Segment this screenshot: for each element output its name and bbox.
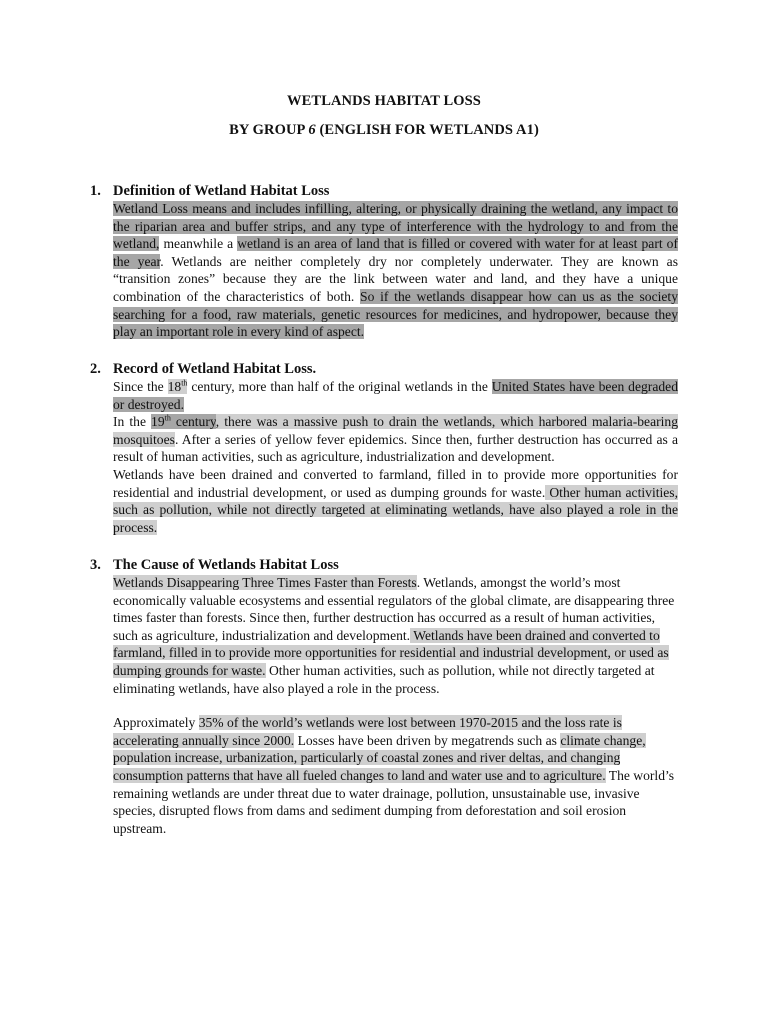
paragraph — [113, 466, 678, 536]
section-body — [113, 200, 678, 341]
highlight: Other human activities, such as pollution, while not directly targeted at eliminating wetlands, have also played a role in the process. — [113, 484, 678, 535]
century-number: 18 — [167, 379, 182, 394]
paragraph — [113, 413, 678, 466]
century-number: 19 — [151, 414, 165, 430]
section-record — [0, 360, 768, 536]
text-run: Losses have been driven by megatrends such as — [294, 732, 561, 748]
highlight — [151, 414, 216, 429]
text-run: . After a series of yellow fever epidemics. Since then, further destruction has occurred as a result of human activities, such as agriculture, industrialization and development. — [113, 431, 678, 465]
highlight: wetland is an area of land that is filled or covered with water for at least part of the year — [113, 236, 678, 269]
document-subtitle — [0, 122, 768, 139]
section-heading — [90, 182, 768, 200]
text-run: Since the — [113, 379, 168, 394]
section-number: 3. — [90, 557, 101, 573]
ordinal-suffix: th — [181, 378, 188, 388]
highlight: Wetlands have been drained and converted to farmland, filled in to provide more opportunities for residential and industrial development, or used as dumping grounds for waste. — [113, 627, 669, 678]
section-heading-text: The Cause of Wetlands Habitat Loss — [113, 557, 339, 573]
paragraph — [113, 200, 678, 341]
section-heading — [90, 556, 768, 574]
section-number: 2. — [90, 361, 101, 377]
highlight: , there was a massive push to drain the wetlands, which harbored malaria-bearing mosquitoes — [113, 414, 678, 447]
text-run: meanwhile a — [159, 236, 238, 252]
text-run: century, more than half of the original wetlands in the — [187, 379, 492, 394]
subtitle-suffix: (ENGLISH FOR WETLANDS A1) — [315, 122, 539, 138]
text-run: In the — [113, 414, 152, 430]
section-heading — [90, 360, 768, 378]
section-number: 1. — [90, 183, 101, 199]
century-word: century — [170, 414, 216, 430]
highlight — [168, 379, 188, 394]
section-heading-text: Record of Wetland Habitat Loss. — [113, 361, 317, 377]
paragraph — [113, 714, 678, 837]
section-cause — [0, 556, 768, 837]
text-run: The world’s remaining wetlands are under threat due to water drainage, pollution, unsustainable use, invasive species, disrupted flows from dams and sediment dumping from deforestation and soil erosion upstream. — [113, 767, 675, 836]
text-run: . Wetlands are neither completely dry nor completely underwater. They are known as “transition zones” because they are the link between water and land, and they have a unique combination of the characteristics of both. — [113, 253, 678, 304]
text-run: Other human activities, such as pollution, while not directly targeted at eliminating wetlands, have also played a role in the process. — [113, 662, 655, 696]
section-definition — [0, 182, 768, 341]
subtitle-prefix: BY GROUP — [229, 122, 309, 138]
section-body — [113, 378, 678, 536]
text-run: . Wetlands, amongst the world’s most economically valuable ecosystems and essential regulators of the global climate, are disappearing three times faster than forests. Since then, further destruction has occurred as a result of human activities, such as agriculture, industrialization and development. — [113, 575, 675, 643]
ordinal-suffix: th — [164, 413, 171, 423]
section-body — [113, 574, 678, 837]
highlight: Wetlands Disappearing Three Times Faster than Forests — [113, 575, 417, 590]
text-run: Approximately — [113, 715, 199, 731]
highlight: 35% of the world’s wetlands were lost between 1970-2015 and the loss rate is accelerating annually since 2000. — [113, 715, 622, 748]
highlight: So if the wetlands disappear how can us as the society searching for a food, raw materials, genetic resources for medicines, and hydropower, because they play an important role in every kind of aspect. — [113, 288, 678, 340]
paragraph — [113, 378, 678, 413]
highlight: climate change, population increase, urbanization, particularly of coastal zones and river deltas, and changing consumption patterns that have all fueled changes to land and water use and to agriculture. — [113, 732, 646, 783]
highlight: Wetland Loss means and includes infilling, altering, or physically draining the wetland, any impact to the riparian area and buffer strips, and any type of interference with the hydrology to and from the wetland, — [113, 201, 678, 252]
section-heading-text: Definition of Wetland Habitat Loss — [113, 183, 330, 199]
subtitle-group-number: 6 — [308, 122, 316, 138]
document-title: WETLANDS HABITAT LOSS — [287, 93, 481, 109]
highlight: United States have been degraded or destroyed. — [113, 379, 678, 412]
paragraph — [113, 574, 678, 697]
text-run: Wetlands have been drained and converted to farmland, filled in to provide more opportunities for residential and industrial development, or used as dumping grounds for waste. — [113, 466, 678, 500]
